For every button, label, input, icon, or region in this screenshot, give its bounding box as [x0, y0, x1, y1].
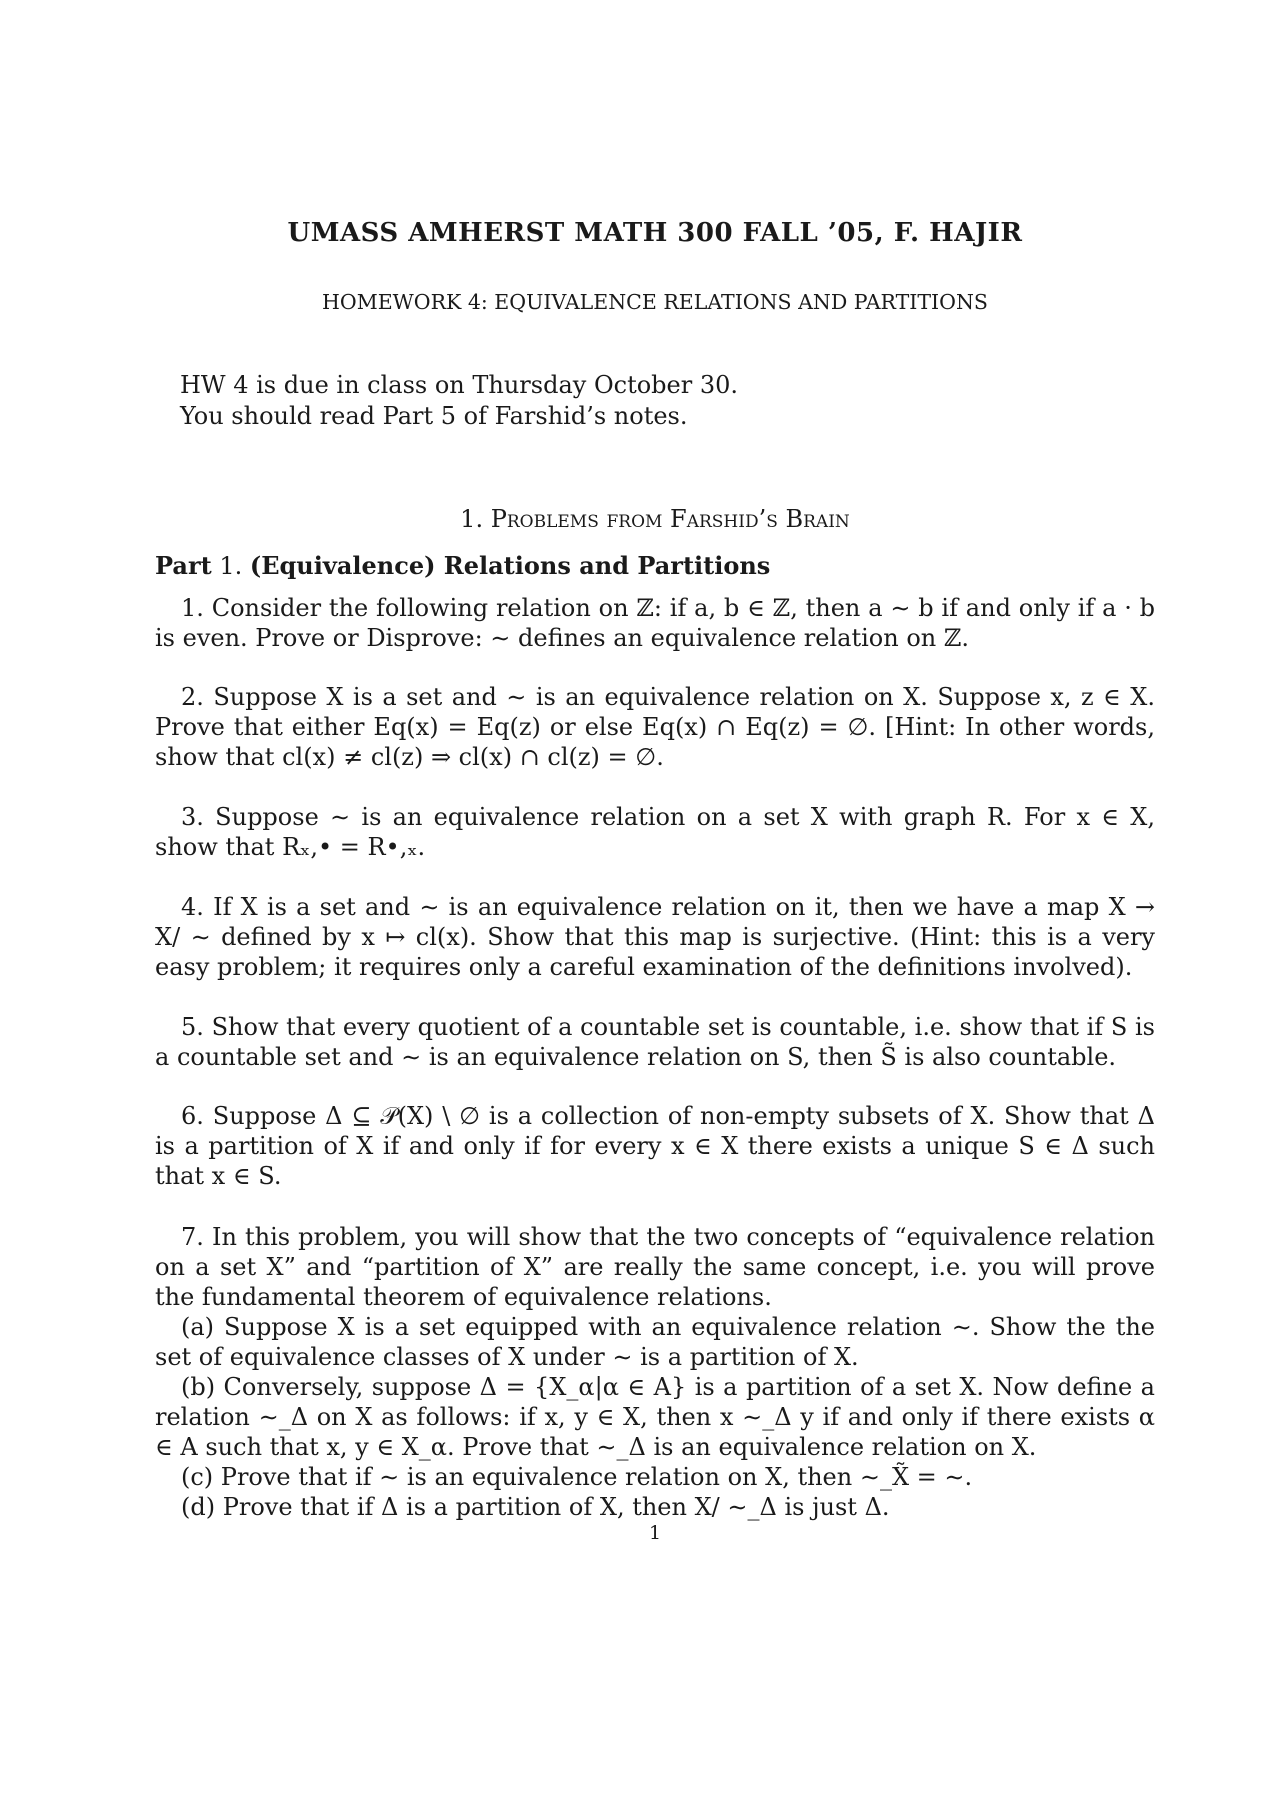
problem-text: Suppose Δ ⊆ 𝒫(X) \ ∅ is a collection of non-empty subsets of X. Show that Δ is a partition of X if and only if for every x ∈ X there exists a unique S ∈ Δ such that x ∈ S. [155, 1102, 1155, 1190]
problem-text: Suppose X is a set and ∼ is an equivalence relation on X. Suppose x, z ∈ X. Prove that either Eq(x) = Eq(z) or else Eq(x) ∩ Eq(z) = ∅. [Hint: In other words, show that cl(x) ≠ cl(z) ⇒ cl(x) ∩ cl(z) = ∅. [155, 683, 1155, 771]
problem-6 [155, 1101, 1155, 1191]
problem-7-part-c: (c) Prove that if ∼ is an equivalence relation on X, then ∼_X̃ = ∼. [181, 1463, 973, 1491]
part-number: 1. [219, 552, 243, 580]
section-heading [0, 505, 1280, 533]
problem-4 [155, 892, 1155, 982]
document-header-title: UMASS AMHERST MATH 300 FALL ’05, F. HAJIR [287, 218, 1023, 248]
homework-title: HOMEWORK 4: EQUIVALENCE RELATIONS AND PARTITIONS [322, 290, 988, 314]
problem-7-part-d: (d) Prove that if Δ is a partition of X, then X/ ∼_Δ is just Δ. [181, 1493, 890, 1521]
part-heading [155, 551, 770, 580]
problem-number: 1. [181, 594, 204, 622]
problem-number: 4. [181, 893, 204, 921]
problem-text: In this problem, you will show that the two concepts of “equivalence relation on a set X” and “partition of X” are really the same concept, i.e. you will prove the fundamental theorem of equivalence relations. [155, 1223, 1155, 1311]
problem-number: 3. [181, 803, 204, 831]
problem-1 [155, 593, 1155, 653]
intro-block [180, 370, 738, 432]
part-title: (Equivalence) Relations and Partitions [249, 551, 771, 580]
problem-number: 5. [181, 1013, 204, 1041]
problem-7-part-a: (a) Suppose X is a set equipped with an equivalence relation ∼. Show the the set of equivalence classes of X under ∼ is a partition of X. [155, 1313, 1155, 1371]
reading-line: You should read Part 5 of Farshid’s notes. [180, 402, 688, 430]
problem-text: Consider the following relation on ℤ: if a, b ∈ ℤ, then a ∼ b if and only if a · b is even. Prove or Disprove: ∼ defines an equivalence relation on ℤ. [155, 594, 1155, 652]
problem-5 [155, 1012, 1155, 1072]
due-date-line: HW 4 is due in class on Thursday October 30. [180, 371, 738, 399]
problem-number: 7. [181, 1223, 204, 1251]
problem-text: Show that every quotient of a countable set is countable, i.e. show that if S is a countable set and ∼ is an equivalence relation on S, then S̃ is also countable. [155, 1013, 1155, 1071]
problem-2 [155, 682, 1155, 772]
problem-7-part-b: (b) Conversely, suppose Δ = {X_α|α ∈ A} is a partition of a set X. Now define a relation ∼_Δ on X as follows: if x, y ∈ X, then x ∼_Δ y if and only if there exists α ∈ A such that x, y ∈ X_α. Prove that ∼_Δ is an equivalence relation on X. [155, 1373, 1155, 1461]
section-title: Problems from Farshid’s Brain [490, 505, 850, 533]
problem-3 [155, 802, 1155, 862]
problem-text: Suppose ∼ is an equivalence relation on a set X with graph R. For x ∈ X, show that Rₓ,• = R•,ₓ. [155, 803, 1155, 861]
section-number: 1. [460, 505, 484, 533]
problem-number: 6. [181, 1102, 204, 1130]
page-number: 1 [648, 1522, 662, 1544]
problem-7 [155, 1222, 1155, 1522]
problem-text: If X is a set and ∼ is an equivalence relation on it, then we have a map X → X/ ∼ defined by x ↦ cl(x). Show that this map is surjective. (Hint: this is a very easy problem; it requires only a careful examination of the definitions involved). [155, 893, 1155, 981]
part-label: Part [155, 551, 212, 580]
problem-number: 2. [181, 683, 204, 711]
